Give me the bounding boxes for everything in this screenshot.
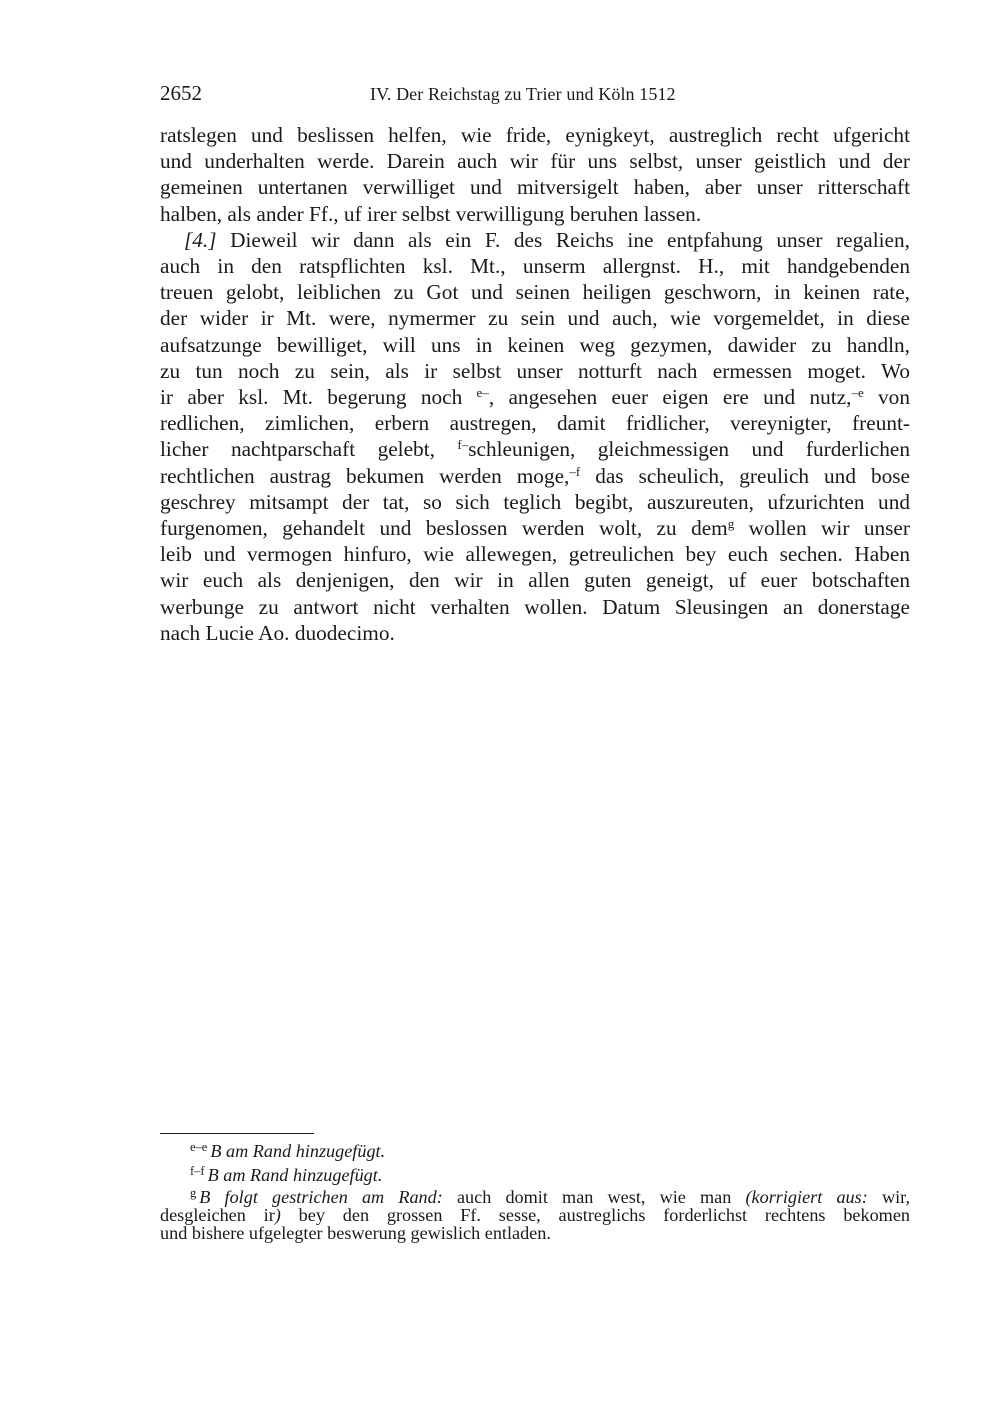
- text-line: [160, 436, 910, 462]
- footnote-f: [160, 1164, 910, 1186]
- text-line: wir euch als denjenigen, den wir in allen guten geneigt, uf euer botschaften: [160, 568, 910, 593]
- text-line: und bishere ufgelegter beswerung gewislich entladen.: [160, 1223, 551, 1243]
- text-span: auch domit man west, wie man: [442, 1187, 746, 1207]
- text-line: treuen gelobt, leiblichen zu Got und seinen heiligen geschworn, in keinen rate,: [160, 280, 910, 305]
- text-line: gemeinen untertanen verwilliget und mitversigelt haben, aber unser ritterschaft: [160, 175, 910, 200]
- text-line: [160, 515, 910, 541]
- paragraph-1: [160, 122, 910, 227]
- footnote-ref-e-open: e–: [476, 384, 489, 400]
- text-line: werbunge zu antwort nicht verhalten wollen. Datum Sleusingen an donerstage: [160, 594, 910, 619]
- footnote-e: [160, 1140, 910, 1162]
- page-number: 2652: [160, 81, 202, 105]
- text-span: bey den grossen Ff. sesse, austreglichs forderlichst rechtens bekomen: [280, 1205, 910, 1225]
- text-span: licher nachtparschaft gelebt,: [160, 437, 458, 462]
- footnotes: [160, 1140, 910, 1244]
- text-span: B folgt gestrichen am Rand:: [199, 1187, 443, 1207]
- text-line: [160, 1185, 911, 1207]
- text-line: zu tun noch zu sein, als ir selbst unser notturft nach ermessen moget. Wo: [160, 358, 910, 383]
- text-span: (korrigiert aus:: [745, 1187, 868, 1207]
- text-span: ir aber ksl. Mt. begerung noch: [160, 385, 477, 410]
- text-line: auch in den ratspflichten ksl. Mt., unserm allergnst. H., mit handgebenden: [160, 254, 910, 279]
- text-span: rechtlichen austrag bekumen werden moge,: [160, 463, 570, 488]
- body-text: [160, 122, 910, 646]
- footnote-ref-g: g: [727, 515, 735, 531]
- footnote-mark: e–e: [190, 1139, 208, 1154]
- footnote-text: B am Rand hinzugefügt.: [207, 1165, 383, 1185]
- running-head: IV. Der Reichstag zu Trier und Köln 1512: [370, 84, 676, 104]
- text-span: von: [863, 385, 910, 410]
- text-line: [160, 384, 910, 410]
- text-line: halben, als ander Ff., uf irer selbst verwilligung beruhen lassen.: [160, 201, 702, 226]
- text-line: ratslegen und beslissen helfen, wie fride, eynigkeyt, austreglich recht ufgericht: [160, 123, 910, 147]
- text-line: redlichen, zimlichen, erbern austregen, damit fridlicher, vereynigter, freunt-: [160, 411, 910, 436]
- text-line: aufsatzunge bewilliget, will uns in keinen weg gezymen, dawider zu handln,: [160, 332, 910, 357]
- footnote-rule: [160, 1133, 314, 1134]
- text-span: das scheulich, greulich und bose: [580, 463, 910, 488]
- footnote-ref-f-close: –f: [569, 463, 581, 479]
- text-span: wollen wir unser: [734, 516, 910, 541]
- footnote-ref-f-open: f–: [457, 437, 469, 453]
- text-span: Dieweil wir dann als ein F. des Reichs ine entpfahung unser regalien,: [216, 227, 910, 252]
- section-marker: [4.]: [184, 227, 217, 252]
- text-line: geschrey mitsampt der tat, so sich teglich begibt, auszureuten, ufzurichten und: [160, 489, 910, 514]
- text-line: [160, 1206, 910, 1224]
- footnote-text: B am Rand hinzugefügt.: [210, 1141, 386, 1161]
- footnote-g: [160, 1185, 911, 1243]
- footnote-mark: g: [190, 1185, 197, 1200]
- text-line: der wider ir Mt. were, nymermer zu sein und auch, wie vorgemeldet, in diese: [160, 306, 910, 331]
- text-span: furgenomen, gehandelt und beslossen werden wolt, zu dem: [160, 516, 728, 541]
- text-line: [160, 227, 910, 253]
- text-line: leib und vermogen hinfuro, wie allewegen, getreulichen bey euch sechen. Haben: [160, 542, 910, 567]
- text-span: schleunigen, gleichmessigen und furderlichen: [468, 437, 910, 462]
- text-line: [160, 463, 910, 489]
- text-span: desgleichen ir: [160, 1205, 275, 1225]
- text-span: ): [274, 1205, 281, 1225]
- text-line: und underhalten werde. Darein auch wir für uns selbst, unser geistlich und der: [160, 149, 910, 174]
- paragraph-2: [160, 227, 910, 646]
- footnote-ref-e-close: –e: [851, 384, 864, 400]
- text-line: nach Lucie Ao. duodecimo.: [160, 620, 395, 645]
- text-span: wir,: [867, 1187, 911, 1207]
- text-span: , angesehen euer eigen ere und nutz,: [488, 385, 852, 410]
- footnote-mark: f–f: [190, 1163, 205, 1178]
